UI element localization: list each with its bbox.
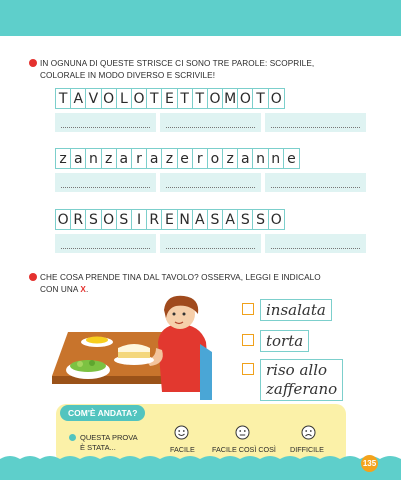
letter-cell[interactable]: S <box>253 210 268 229</box>
instruction-line: CHE COSA PRENDE TINA DAL TAVOLO? OSSERVA, LEGGI E INDICALO <box>40 273 321 282</box>
letter-cell[interactable]: L <box>117 89 132 108</box>
letter-cell[interactable]: I <box>132 210 147 229</box>
option-torta[interactable] <box>242 330 309 352</box>
checkbox[interactable] <box>242 363 254 375</box>
letter-cell[interactable]: A <box>223 210 238 229</box>
letter-cell[interactable]: o <box>208 149 223 168</box>
letter-cell[interactable]: T <box>178 89 193 108</box>
letter-cell[interactable]: T <box>56 89 71 108</box>
evaluation-question <box>80 433 138 453</box>
letter-cell[interactable]: O <box>270 90 282 107</box>
question-line: È STATA... <box>80 443 116 452</box>
bottom-scallop <box>0 455 401 463</box>
letter-cell[interactable]: a <box>238 149 253 168</box>
option-label: torta <box>260 330 309 352</box>
salad <box>70 360 106 372</box>
letter-cell[interactable]: S <box>86 210 101 229</box>
letter-cell[interactable]: A <box>193 210 208 229</box>
tina-table-illustration <box>50 292 220 400</box>
letter-cell[interactable]: r <box>193 149 208 168</box>
checkbox[interactable] <box>242 334 254 346</box>
letter-cell[interactable]: R <box>71 210 86 229</box>
letter-cell[interactable]: R <box>147 210 162 229</box>
letter-cell[interactable]: z <box>102 149 117 168</box>
answer-field[interactable] <box>55 173 156 192</box>
letter-strip-3[interactable] <box>55 209 285 230</box>
letter-cell[interactable]: z <box>56 149 71 168</box>
answer-field[interactable] <box>55 234 156 253</box>
letter-cell[interactable]: n <box>269 149 284 168</box>
red-bullet <box>29 59 37 67</box>
answer-field[interactable] <box>265 113 366 132</box>
page-number: 135 <box>361 455 378 472</box>
letter-cell[interactable]: a <box>117 149 132 168</box>
sad-face-icon[interactable] <box>301 425 316 440</box>
letter-cell[interactable]: O <box>270 211 282 228</box>
teal-bullet <box>69 434 76 441</box>
letter-cell[interactable]: r <box>132 149 147 168</box>
instruction-text: . <box>85 284 89 294</box>
letter-cell[interactable]: N <box>178 210 193 229</box>
letter-cell[interactable]: O <box>56 210 71 229</box>
letter-cell[interactable]: O <box>132 89 147 108</box>
question-line: QUESTA PROVA <box>80 433 138 442</box>
letter-cell[interactable]: V <box>86 89 101 108</box>
letter-cell[interactable]: S <box>208 210 223 229</box>
letter-cell[interactable]: S <box>117 210 132 229</box>
letter-strip-2[interactable] <box>55 148 300 169</box>
letter-cell[interactable]: A <box>71 89 86 108</box>
letter-cell[interactable]: a <box>147 149 162 168</box>
evaluation-title: COM'È ANDATA? <box>60 405 145 421</box>
letter-cell[interactable]: n <box>253 149 268 168</box>
answer-field[interactable] <box>160 113 261 132</box>
letter-cell[interactable]: n <box>86 149 101 168</box>
letter-cell[interactable]: e <box>287 150 296 167</box>
instruction-line: IN OGNUNA DI QUESTE STRISCE CI SONO TRE PAROLE: SCOPRILE, <box>40 59 315 68</box>
top-decorative-band <box>0 0 401 36</box>
answer-field[interactable] <box>55 113 156 132</box>
x-mark: X <box>80 284 86 294</box>
letter-cell[interactable]: z <box>162 149 177 168</box>
neutral-face-icon[interactable] <box>235 425 250 440</box>
letter-cell[interactable]: a <box>71 149 86 168</box>
bottom-decorative-band <box>0 462 401 480</box>
top-scallop <box>0 24 401 38</box>
letter-cell[interactable]: T <box>253 89 268 108</box>
rating-hard: DIFFICILE <box>290 445 324 454</box>
option-riso-allo-zafferano[interactable] <box>242 359 343 401</box>
girl-jeans <box>200 344 212 400</box>
option-label: insalata <box>260 299 332 321</box>
red-bullet <box>29 273 37 281</box>
letter-cell[interactable]: O <box>102 210 117 229</box>
letter-cell[interactable]: T <box>193 89 208 108</box>
checkbox[interactable] <box>242 303 254 315</box>
answer-field[interactable] <box>265 173 366 192</box>
exercise1-instruction <box>40 58 314 81</box>
answer-lines-3 <box>55 234 366 253</box>
rating-easy: FACILE <box>170 445 195 454</box>
option-insalata[interactable] <box>242 299 332 321</box>
instruction-line: COLORALE IN MODO DIVERSO E SCRIVILE! <box>40 70 216 80</box>
answer-field[interactable] <box>265 234 366 253</box>
letter-cell[interactable]: z <box>223 149 238 168</box>
saffron-rice <box>86 337 108 344</box>
rating-medium: FACILE COSÌ COSÌ <box>212 445 276 454</box>
letter-cell[interactable]: e <box>178 149 193 168</box>
letter-cell[interactable]: S <box>238 210 253 229</box>
option-label-line: zafferano <box>266 380 338 398</box>
instruction-text: CON UNA <box>40 284 81 294</box>
answer-field[interactable] <box>160 234 261 253</box>
option-label <box>260 359 343 401</box>
happy-face-icon[interactable] <box>174 425 189 440</box>
letter-cell[interactable]: O <box>208 89 223 108</box>
letter-strip-1[interactable] <box>55 88 285 109</box>
letter-cell[interactable]: E <box>162 89 177 108</box>
option-label-line: riso allo <box>266 361 328 379</box>
answer-lines-1 <box>55 113 366 132</box>
letter-cell[interactable]: O <box>238 89 253 108</box>
answer-field[interactable] <box>160 173 261 192</box>
letter-cell[interactable]: O <box>102 89 117 108</box>
answer-lines-2 <box>55 173 366 192</box>
letter-cell[interactable]: E <box>162 210 177 229</box>
letter-cell[interactable]: T <box>147 89 162 108</box>
letter-cell[interactable]: M <box>223 89 238 108</box>
